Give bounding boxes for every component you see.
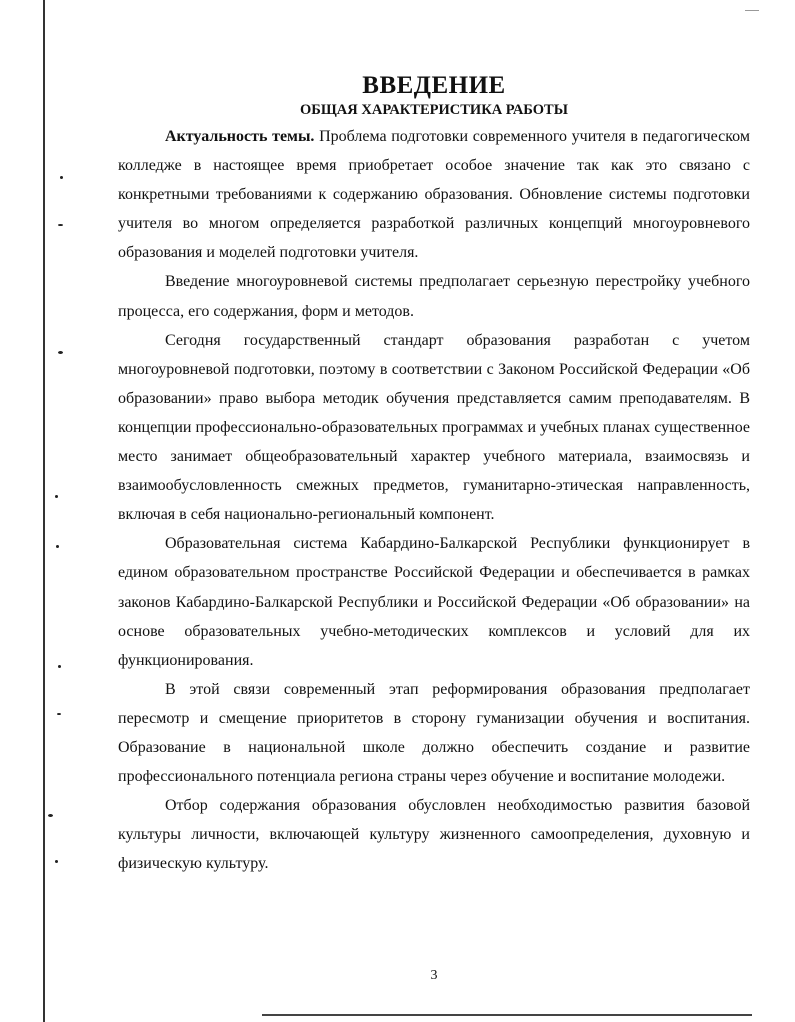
paragraph: Введение многоуровневой системы предполагает серьезную перестройку учебного процесса, его содержания, форм и методов.: [118, 273, 750, 320]
scan-speck: [58, 665, 61, 668]
scan-speck: [55, 860, 58, 863]
paragraph: Образовательная система Кабардино-Балкарской Республики функционирует в едином образовательном пространстве Российской Федерации и обеспечивается в рамках законов Кабардино-Балкарской Республики и Российской Федерации «Об образовании» на основе образовательных учебно-методических комплексов и условий для их функционирования.: [118, 535, 750, 669]
paragraph: [118, 122, 750, 267]
page-number: 3: [430, 968, 438, 983]
paragraph: Отбор содержания образования обусловлен необходимостью развития базовой культуры личности, включающей культуру жизненного самоопределения, духовную и физическую культуру.: [118, 797, 750, 873]
scan-speck: [48, 814, 53, 817]
scan-speck: [58, 351, 63, 354]
scan-bottom-line: [262, 1014, 752, 1016]
paragraph: Сегодня государственный стандарт образования разработан с учетом многоуровневой подготовки, поэтому в соответствии с Законом Российской Федерации «Об образовании» право выбора методик обучения представляется самим преподавателям. В концепции профессионально-образовательных программах и учебных планах существенное место занимает общеобразовательный характер учебного материала, взаимосвязь и взаимообусловленность смежных предметов, гуманитарно-этическая направленность, включая в себя национально-региональный компонент.: [118, 331, 750, 524]
paragraph: В этой связи современный этап реформирования образования предполагает пересмотр и смещение приоритетов в сторону гуманизации обучения и воспитания. Образование в национальной школе должно обеспечить создание и развитие профессионального потенциала региона страны через обучение и воспитание молодежи.: [118, 680, 750, 786]
paragraph-lead: Актуальность темы.: [165, 128, 315, 145]
paragraph-text: Проблема подготовки современного учителя в педагогическом колледже в настоящее время приобретает особое значение так как это связано с конкретными требованиями к содержанию образования. Обновление системы подготовки учителя во многом определяется разработкой различных концепций многоуровневого образования и моделей подготовки учителя.: [118, 128, 751, 262]
scan-speck: [60, 176, 63, 179]
scan-edge-line: [43, 0, 45, 1022]
section-subtitle: ОБЩАЯ ХАРАКТЕРИСТИКА РАБОТЫ: [300, 102, 568, 118]
scan-speck: [56, 545, 59, 548]
scan-mark: [745, 10, 759, 11]
scan-speck: [55, 495, 58, 498]
page-title: ВВЕДЕНИЕ: [362, 72, 506, 99]
scan-speck: [57, 713, 61, 715]
body-text: [118, 122, 750, 878]
scan-speck: [58, 224, 63, 226]
